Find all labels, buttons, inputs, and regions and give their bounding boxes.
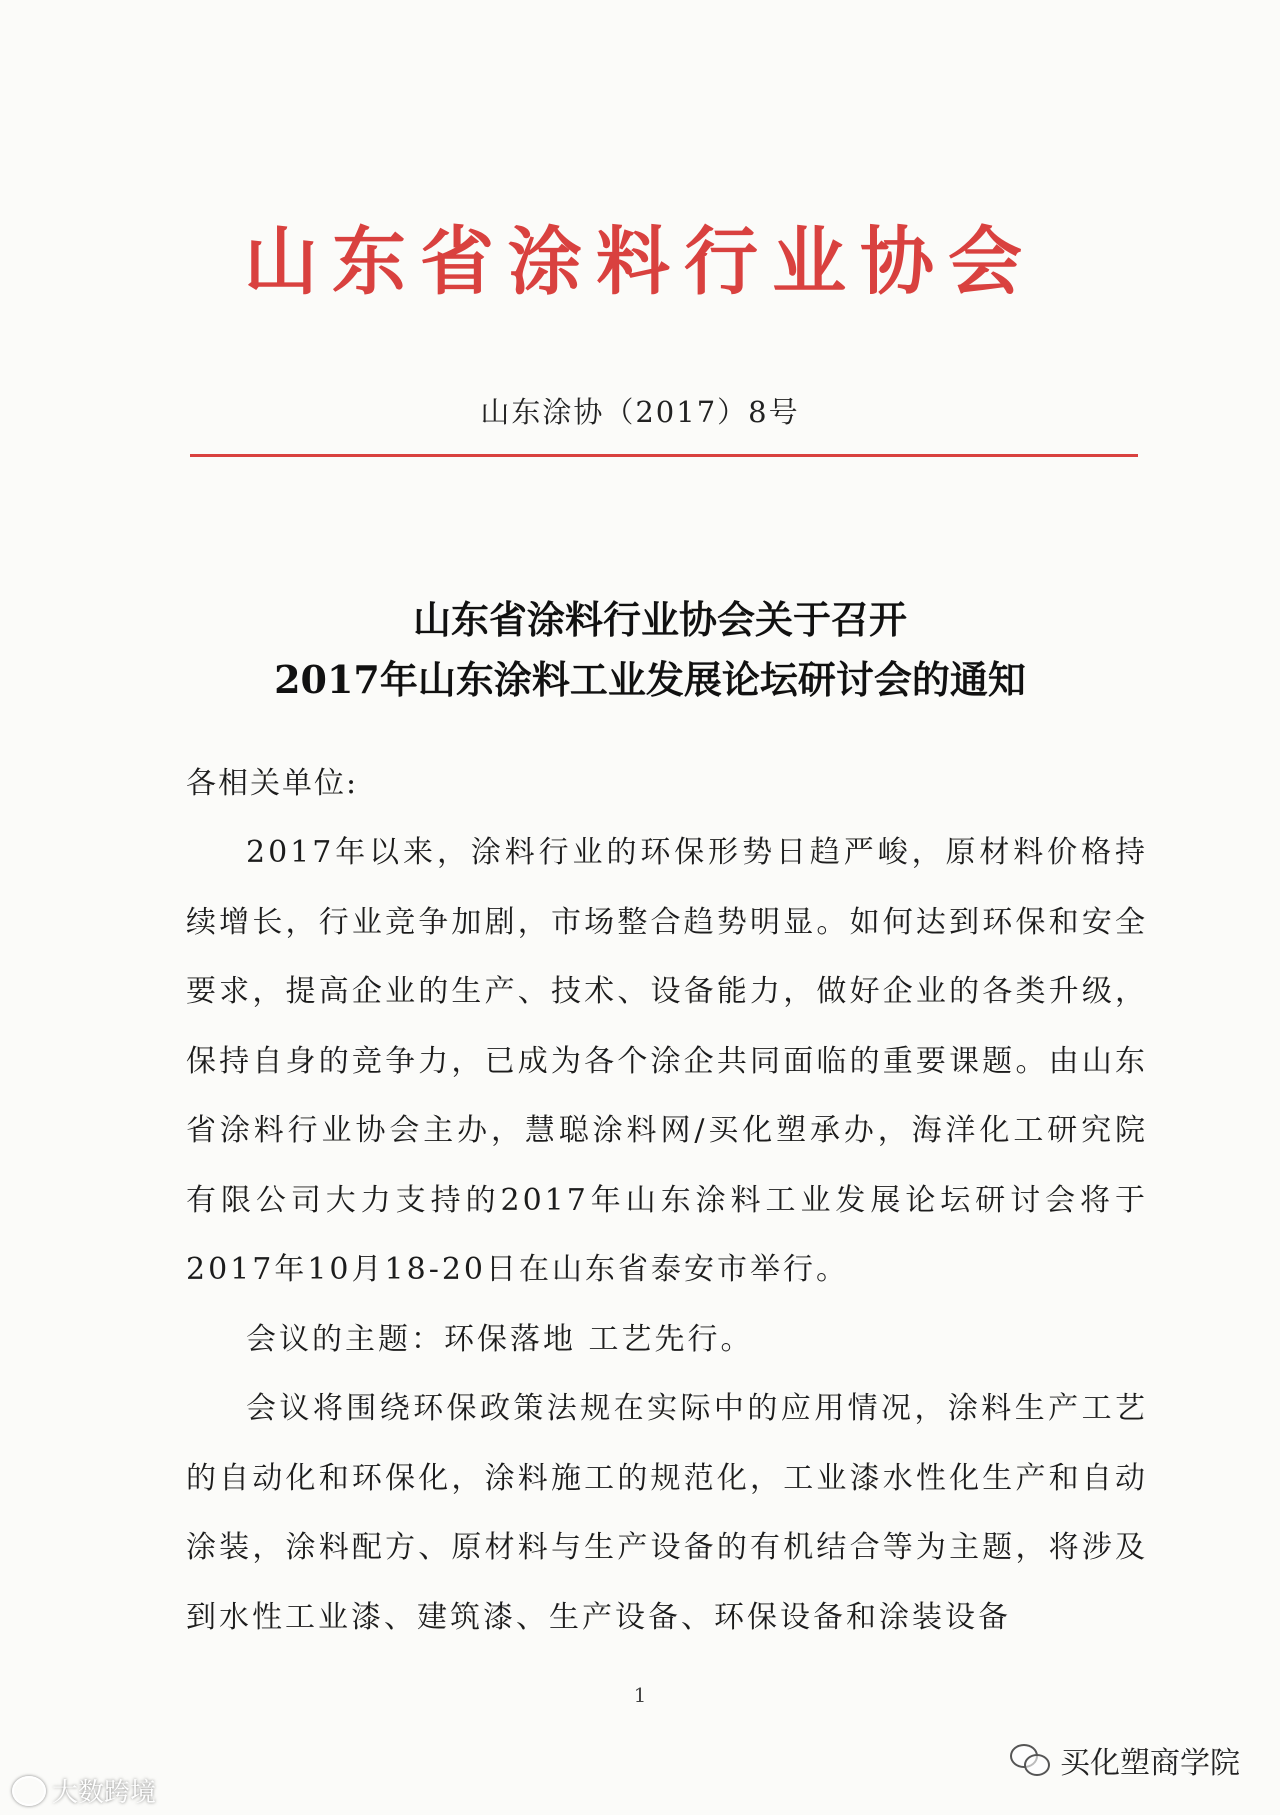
brand-logo-icon: [12, 1776, 46, 1806]
letterhead-divider: [190, 454, 1138, 457]
notice-title-line-1: 山东省涂料行业协会关于召开: [412, 597, 907, 642]
document-number: 山东涂协（2017）8号: [480, 395, 800, 429]
body-paragraph: 2017年以来，涂料行业的环保形势日趋严峻，原材料价格持续增长，行业竞争加剧，市场整合趋势明显。如何达到环保和安全要求，提高企业的生产、技术、设备能力，做好企业的各类升级，保持自身的竞争力，已成为各个涂企共同面临的重要课题。由山东省涂料行业协会主办，慧聪涂料网/买化塑承办，海洋化工研究院有限公司大力支持的2017年山东涂料工业发展论坛研讨会将于2017年10月18-20日在山东省泰安市举行。: [186, 835, 1148, 1287]
watermark-right-text: 买化塑商学院: [1060, 1746, 1240, 1781]
notice-title-line-2: 2017年山东涂料工业发展论坛研讨会的通知: [274, 657, 1026, 702]
watermark-left: [12, 1772, 156, 1809]
organization-letterhead: 山东省涂料行业协会: [244, 219, 1036, 305]
notice-title: [0, 590, 1280, 710]
body-paragraph: 会议将围绕环保政策法规在实际中的应用情况，涂料生产工艺的自动化和环保化，涂料施工的规范化，工业漆水性化生产和自动涂装，涂料配方、原材料与生产设备的有机结合等为主题，将涉及到水性工业漆、建筑漆、生产设备、环保设备和涂装设备: [186, 1391, 1148, 1635]
watermark-left-text: 大数跨境: [52, 1778, 157, 1808]
wechat-icon: [1010, 1744, 1050, 1776]
watermark-right: [1010, 1738, 1240, 1782]
salutation: 各相关单位:: [186, 766, 359, 801]
notice-body: [186, 818, 1148, 1652]
page-number: 1: [633, 1683, 647, 1707]
body-paragraph: 会议的主题：环保落地 工艺先行。: [246, 1321, 754, 1357]
